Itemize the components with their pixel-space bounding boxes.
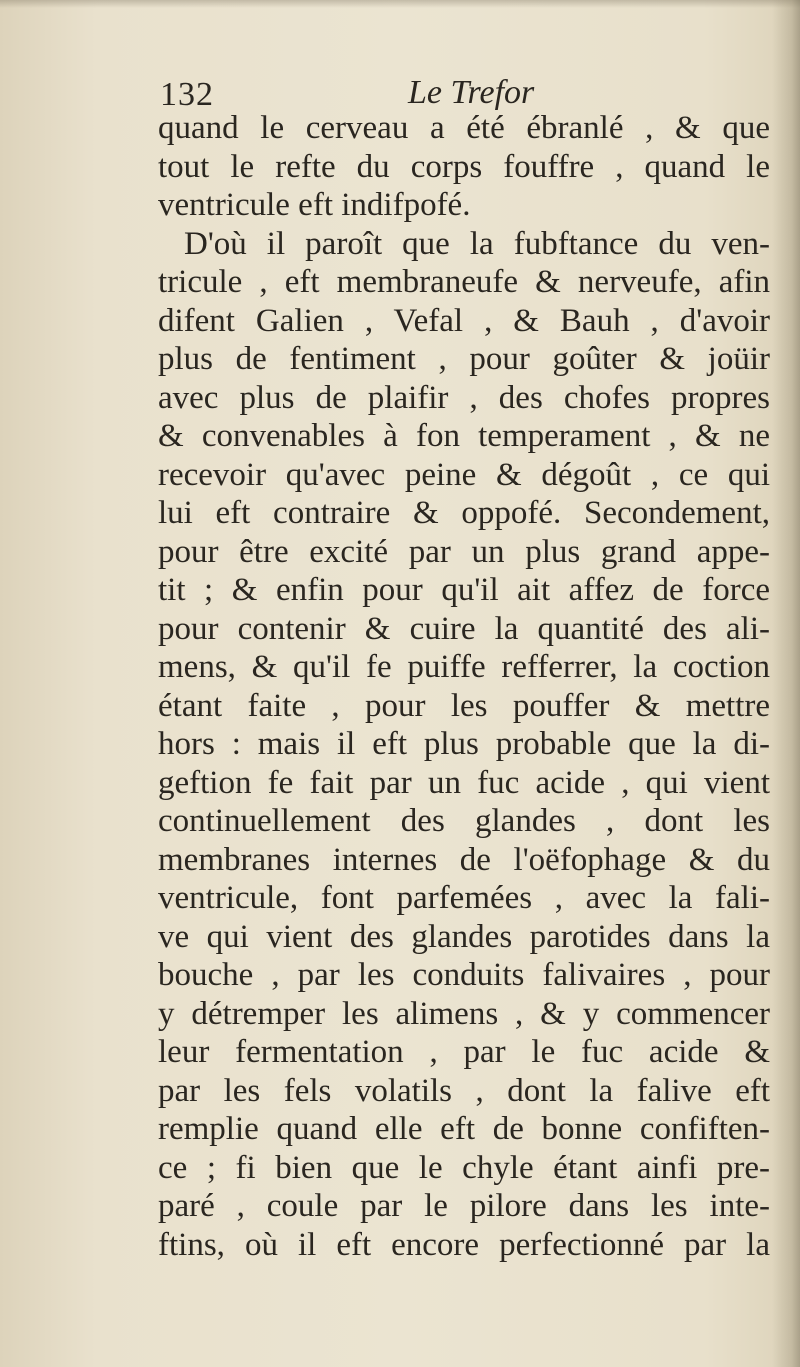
text-line: pour être excité par un plus grand appe- [158,533,770,570]
text-line: tout le refte du corps fouffre , quand le [158,148,770,185]
text-line: & convenables à fon temperament , & ne [158,418,770,454]
text-line: étant faite , pour les pouffer & mettre [158,687,770,724]
text-line: ce ; fi bien que le chyle étant ainfi pre- [158,1149,770,1186]
text-line: ftins, où il eft encore perfectionné par la [158,1226,770,1263]
text-line: difent Galien , Vefal , & Bauh , d'avoir [158,302,770,339]
text-line: quand le cerveau a été ébranlé , & que [158,110,770,146]
text-line: leur fermentation , par le fuc acide & [158,1034,770,1070]
page-number: 132 [160,76,214,113]
text-line: paré , coule par le pilore dans les inte- [158,1188,770,1224]
text-line: membranes internes de l'oëfophage & du [158,841,770,878]
text-line: ventricule eft indifpofé. [158,187,471,223]
text-line: plus de fentiment , pour goûter & joüir [158,341,770,377]
text-line: lui eft contraire & oppofé. Secondement, [158,495,770,531]
text-line: remplie quand elle eft de bonne confiften- [158,1111,770,1147]
running-title: Le Trefor [408,74,535,111]
text-line: hors : mais il eft plus probable que la di- [158,726,770,762]
text-line: bouche , par les conduits falivaires , pour [158,957,770,993]
text-line: D'où il paroît que la fubftance du ven- [184,225,770,262]
text-line: avec plus de plaifir , des chofes propres [158,379,770,416]
text-line: y détremper les alimens , & y commencer [158,995,770,1032]
text-line: tit ; & enfin pour qu'il ait affez de force [158,572,770,608]
text-line: continuellement des glandes , dont les [158,803,770,839]
page-gutter-shadow [772,0,800,1367]
text-line: ve qui vient des glandes parotides dans la [158,918,770,955]
text-line: ventricule, font parfemées , avec la fali- [158,880,770,916]
text-line: mens, & qu'il fe puiffe refferrer, la coction [158,649,770,685]
page-top-shadow [0,0,800,8]
text-line: recevoir qu'avec peine & dégoût , ce qui [158,456,770,493]
text-line: tricule , eft membraneufe & nerveufe, afin [158,264,770,300]
text-line: par les fels volatils , dont la falive eft [158,1072,770,1109]
text-line: pour contenir & cuire la quantité des ali- [158,610,770,647]
body-text [158,109,770,1264]
text-line: geftion fe fait par un fuc acide , qui vient [158,764,770,801]
